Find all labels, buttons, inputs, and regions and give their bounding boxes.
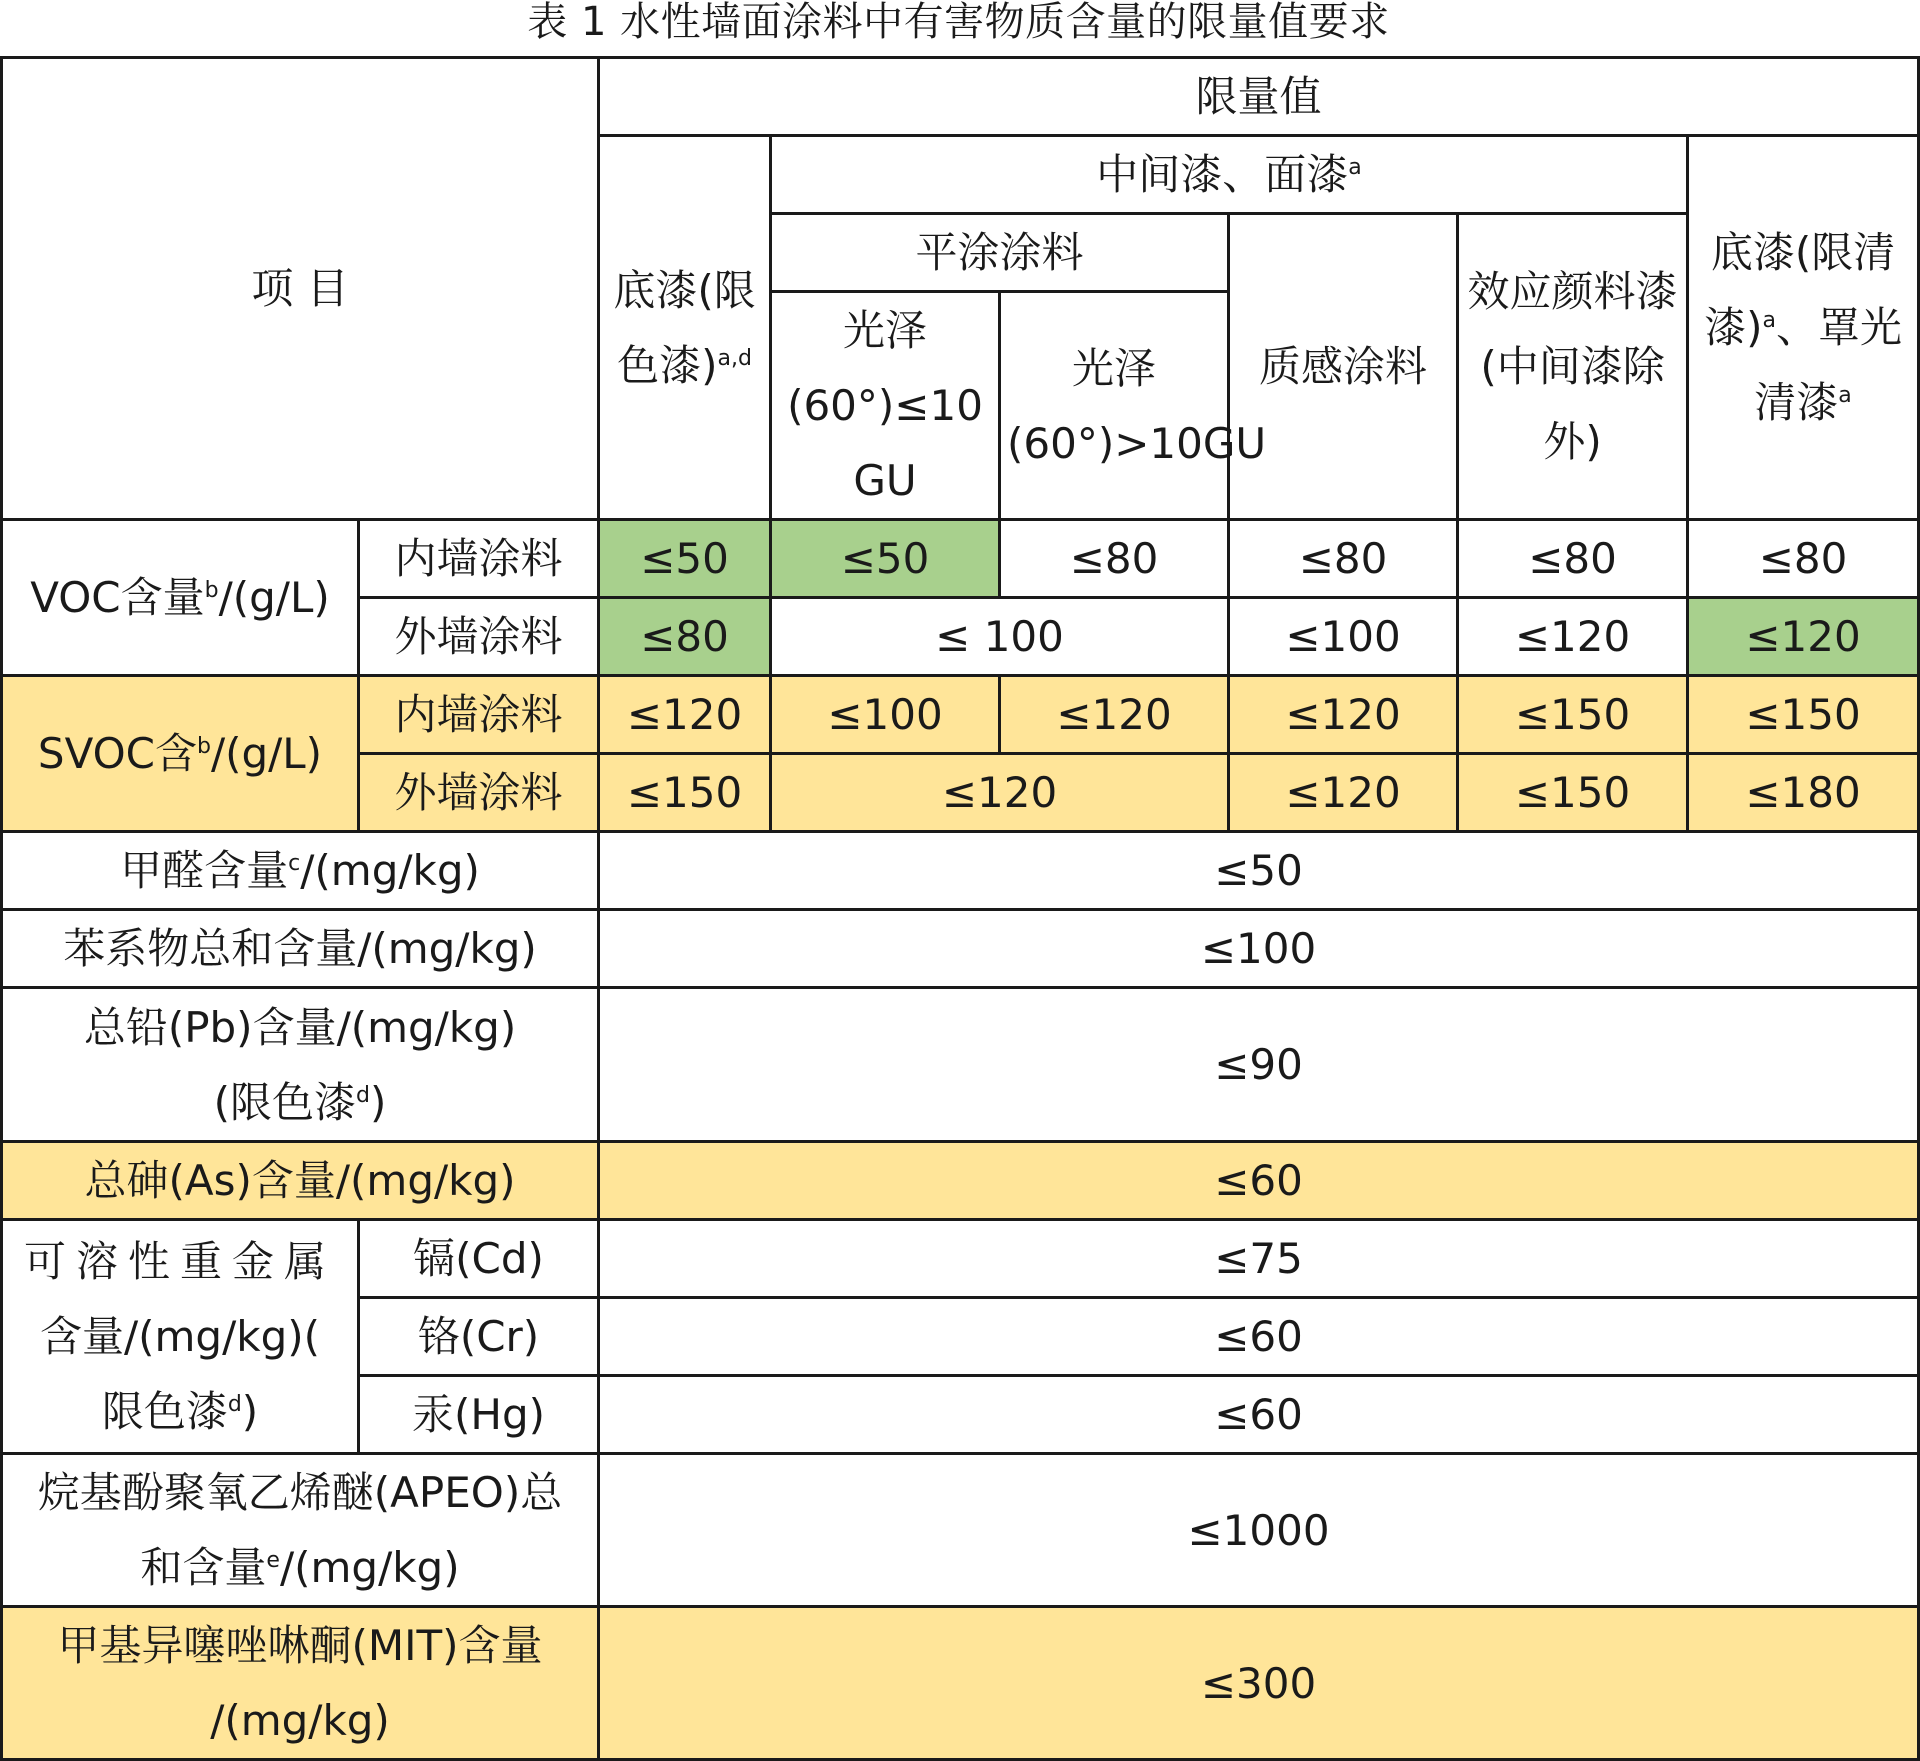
svoc-label: SVOC含$^b$/(g/L) [2, 676, 359, 832]
benzene-label: 苯系物总和含量/(mg/kg) [2, 910, 599, 988]
formaldehyde-row [2, 832, 1919, 910]
formaldehyde-label: 甲醛含量$^c$/(mg/kg) [2, 832, 599, 910]
svoc-interior-value: ≤150 [1688, 676, 1919, 754]
lead-label: 总铅(Pb)含量/(mg/kg) (限色漆$^d$) [2, 988, 599, 1142]
svoc-exterior-label: 外墙涂料 [359, 754, 599, 832]
voc-interior-value: ≤50 [771, 520, 1000, 598]
voc-exterior-value: ≤120 [1458, 598, 1688, 676]
benzene-row [2, 910, 1919, 988]
lead-row [2, 988, 1919, 1142]
voc-interior-value: ≤80 [1000, 520, 1229, 598]
primer-clear-header: 底漆(限清漆)$^a$、罩光清漆$^a$ [1688, 136, 1919, 520]
heavy-metal-label: 铬(Cr) [359, 1298, 599, 1376]
voc-interior-value: ≤50 [599, 520, 771, 598]
arsenic-label: 总砷(As)含量/(mg/kg) [2, 1142, 599, 1220]
svoc-interior-value: ≤120 [1229, 676, 1458, 754]
formaldehyde-value: ≤50 [599, 832, 1919, 910]
voc-exterior-value: ≤120 [1688, 598, 1919, 676]
voc-label: VOC含量$^b$/(g/L) [2, 520, 359, 676]
item-header: 项 目 [2, 58, 599, 520]
gloss-low-header: 光泽(60°)≤10 GU [771, 292, 1000, 520]
header-row-1 [2, 58, 1919, 136]
mit-label: 甲基异噻唑啉酮(MIT)含量 /(mg/kg) [2, 1607, 599, 1760]
svoc-interior-value: ≤150 [1458, 676, 1688, 754]
svoc-interior-value: ≤100 [771, 676, 1000, 754]
voc-exterior-value: ≤ 100 [771, 598, 1229, 676]
mit-value: ≤300 [599, 1607, 1919, 1760]
benzene-value: ≤100 [599, 910, 1919, 988]
flat-coating-header: 平涂涂料 [771, 214, 1229, 292]
heavy-metal-label: 镉(Cd) [359, 1220, 599, 1298]
effect-pigment-header: 效应颜料漆(中间漆除外) [1458, 214, 1688, 520]
arsenic-row [2, 1142, 1919, 1220]
svoc-interior-value: ≤120 [599, 676, 771, 754]
svoc-interior-row [2, 676, 1919, 754]
mit-row [2, 1607, 1919, 1760]
voc-interior-label: 内墙涂料 [359, 520, 599, 598]
voc-exterior-label: 外墙涂料 [359, 598, 599, 676]
voc-interior-value: ≤80 [1688, 520, 1919, 598]
gloss-high-header: 光泽(60°)>10GU [1000, 292, 1229, 520]
heavy-metal-row [2, 1220, 1919, 1298]
svoc-interior-label: 内墙涂料 [359, 676, 599, 754]
limits-table [0, 56, 1920, 1761]
arsenic-value: ≤60 [599, 1142, 1919, 1220]
heavy-metal-value: ≤75 [599, 1220, 1919, 1298]
voc-exterior-value: ≤80 [599, 598, 771, 676]
svoc-exterior-value: ≤150 [599, 754, 771, 832]
svoc-exterior-value: ≤150 [1458, 754, 1688, 832]
lead-value: ≤90 [599, 988, 1919, 1142]
apeo-label: 烷基酚聚氧乙烯醚(APEO)总 和含量$^e$/(mg/kg) [2, 1454, 599, 1607]
svoc-exterior-value: ≤180 [1688, 754, 1919, 832]
svoc-exterior-value: ≤120 [771, 754, 1229, 832]
voc-exterior-value: ≤100 [1229, 598, 1458, 676]
heavy-metals-label: 可溶性重金属 含量/(mg/kg)( 限色漆$^d$) [2, 1220, 359, 1454]
heavy-metal-value: ≤60 [599, 1298, 1919, 1376]
table-title: 表 1 水性墙面涂料中有害物质含量的限量值要求 [527, 0, 1390, 45]
texture-coating-header: 质感涂料 [1229, 214, 1458, 520]
apeo-row [2, 1454, 1919, 1607]
apeo-value: ≤1000 [599, 1454, 1919, 1607]
svoc-interior-value: ≤120 [1000, 676, 1229, 754]
voc-interior-value: ≤80 [1458, 520, 1688, 598]
heavy-metal-label: 汞(Hg) [359, 1376, 599, 1454]
primer-color-header: 底漆(限色漆)$^{a,d}$ [599, 136, 771, 520]
voc-interior-row [2, 520, 1919, 598]
mid-top-coat-header: 中间漆、面漆$^a$ [771, 136, 1688, 214]
limit-value-header: 限量值 [599, 58, 1919, 136]
heavy-metal-value: ≤60 [599, 1376, 1919, 1454]
svoc-exterior-value: ≤120 [1229, 754, 1458, 832]
voc-interior-value: ≤80 [1229, 520, 1458, 598]
